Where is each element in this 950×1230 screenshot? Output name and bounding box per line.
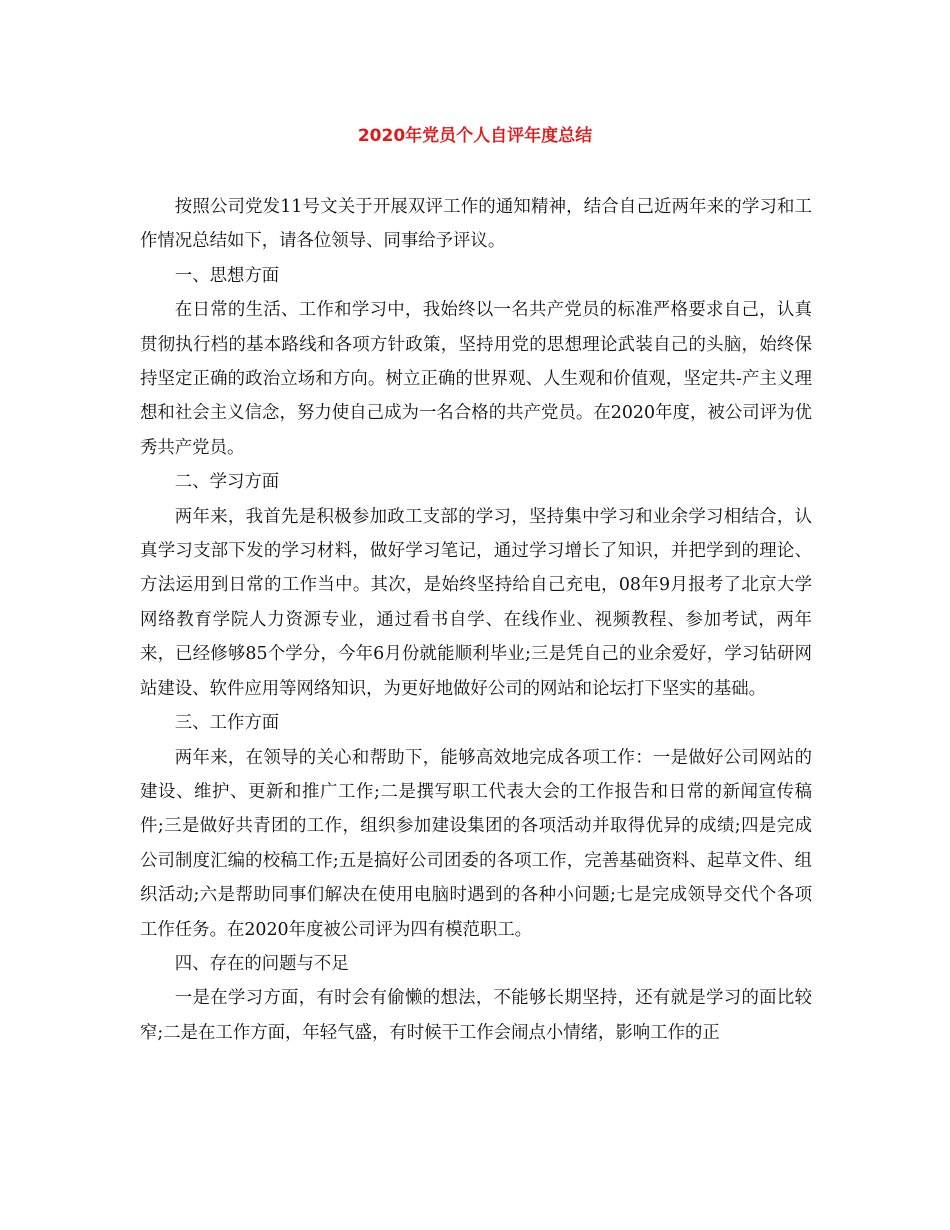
problems-paragraph: 一是在学习方面，有时会有偷懒的想法，不能够长期坚持，还有就是学习的面比较窄;二是在工作方面，年轻气盛，有时候干工作会闹点小情绪，影响工作的正	[140, 988, 812, 1043]
document-title: 2020年党员个人自评年度总结	[357, 126, 593, 146]
section-heading-work: 三、工作方面	[174, 713, 280, 734]
study-paragraph: 两年来，我首先是积极参加政工支部的学习，坚持集中学习和业余学习相结合，认真学习支部下发的学习材料，做好学习笔记，通过学习增长了知识，并把学到的理论、方法运用到日常的工作当中。其次，是始终坚持给自己充电，08年9月报考了北京大学网络教育学院人力资源专业，通过看书自学、在线作业、视频教程、参加考试，两年来，已经修够85个学分，今年6月份就能顺利毕业;三是凭自己的业余爱好，学习钻研网站建设、软件应用等网络知识，为更好地做好公司的网站和论坛打下坚实的基础。	[140, 506, 812, 699]
section-heading-problems: 四、存在的问题与不足	[174, 953, 349, 974]
intro-paragraph: 按照公司党发11号文关于开展双评工作的通知精神，结合自己近两年来的学习和工作情况总结如下，请各位领导、同事给予评议。	[140, 197, 812, 252]
work-paragraph: 两年来，在领导的关心和帮助下，能够高效地完成各项工作：一是做好公司网站的建设、维护、更新和推广工作;二是撰写职工代表大会的工作报告和日常的新闻宣传稿件;三是做好共青团的工作，组织参加建设集团的各项活动并取得优异的成绩;四是完成公司制度汇编的校稿工作;五是搞好公司团委的各项工作，完善基础资料、起草文件、组织活动;六是帮助同事们解决在使用电脑时遇到的各种小问题;七是完成领导交代个各项工作任务。在2020年度被公司评为四有模范职工。	[140, 747, 812, 940]
ideology-paragraph: 在日常的生活、工作和学习中，我始终以一名共产党员的标准严格要求自己，认真贯彻执行档的基本路线和各项方针政策，坚持用党的思想理论武装自己的头脑，始终保持坚定正确的政治立场和方向。树立正确的世界观、人生观和价值观，坚定共-产主义理想和社会主义信念，努力使自己成为一名合格的共产党员。在2020年度，被公司评为优秀共产党员。	[140, 300, 812, 458]
section-heading-study: 二、学习方面	[174, 472, 280, 493]
document-body	[140, 190, 812, 1050]
section-heading-ideology: 一、思想方面	[174, 265, 280, 286]
